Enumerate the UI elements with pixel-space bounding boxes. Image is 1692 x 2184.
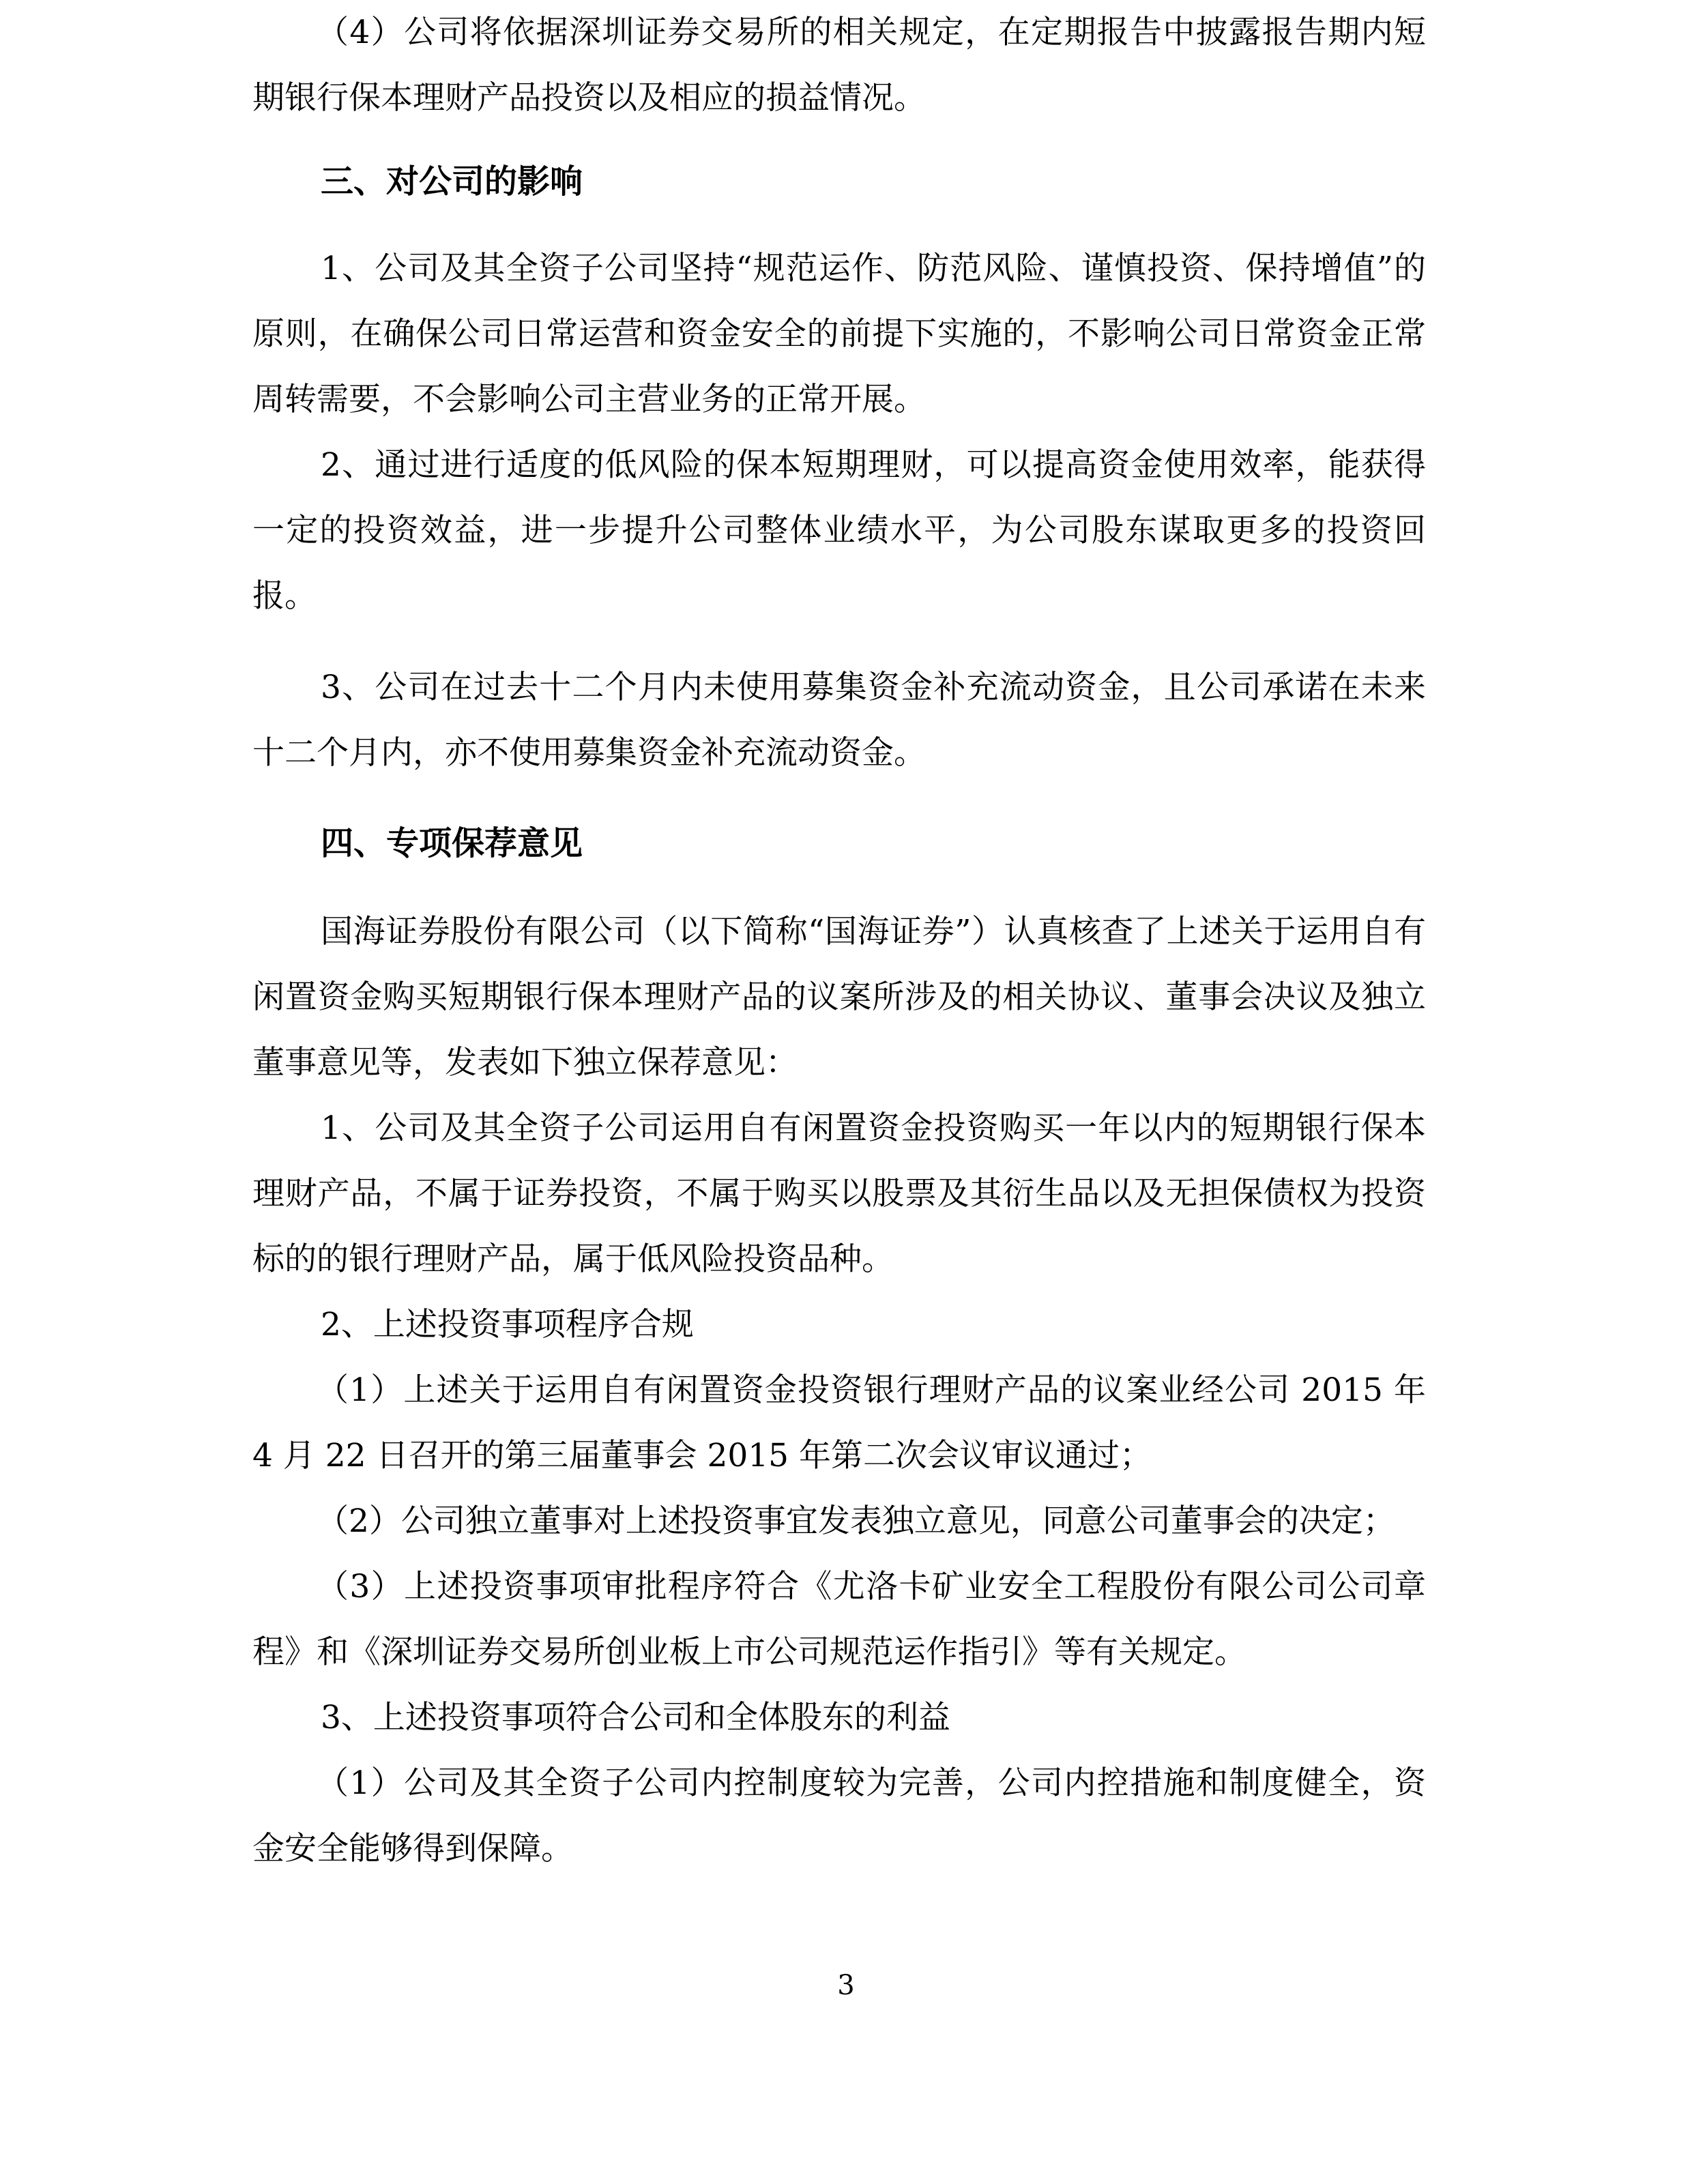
page-number: 3 — [837, 1970, 855, 2001]
paragraph-sponsor-point-3: 3、上述投资事项符合公司和全体股东的利益 — [321, 1699, 950, 1736]
paragraph-impact-1: 1、公司及其全资子公司坚持“规范运作、防范风险、谨慎投资、保持增值”的原则，在确保公司日常运营和资金安全的前提下实施的，不影响公司日常资金正常周转需要，不会影响公司主营业务的正常开展。 — [252, 250, 1426, 418]
paragraph-sponsor-point-2: 2、上述投资事项程序合规 — [321, 1306, 694, 1343]
section-3 — [252, 149, 1426, 214]
paragraph-impact-2: 2、通过进行适度的低风险的保本短期理财，可以提高资金使用效率，能获得一定的投资效益，进一步提升公司整体业绩水平，为公司股东谋取更多的投资回报。 — [252, 446, 1426, 615]
paragraph-sponsor-point-1: 1、公司及其全资子公司运用自有闲置资金投资购买一年以内的短期银行保本理财产品，不属于证券投资，不属于购买以股票及其衍生品以及无担保债权为投资标的的银行理财产品，属于低风险投资品种。 — [252, 1109, 1426, 1278]
section-4 — [252, 811, 1426, 876]
section-heading-sponsor-opinion: 四、专项保荐意见 — [321, 824, 583, 862]
paragraph-item-4: （4）公司将依据深圳证券交易所的相关规定，在定期报告中披露报告期内短期银行保本理财产品投资以及相应的损益情况。 — [252, 14, 1426, 117]
paragraph-sponsor-intro: 国海证券股份有限公司（以下简称“国海证券”）认真核查了上述关于运用自有闲置资金购买短期银行保本理财产品的议案所涉及的相关协议、董事会决议及独立董事意见等，发表如下独立保荐意见： — [252, 913, 1426, 1081]
document-body — [252, 0, 1426, 131]
section-3-body-cont — [252, 655, 1426, 786]
section-heading-impact: 三、对公司的影响 — [321, 162, 583, 201]
paragraph-impact-3: 3、公司在过去十二个月内未使用募集资金补充流动资金，且公司承诺在未来十二个月内，亦不使用募集资金补充流动资金。 — [252, 669, 1426, 772]
paragraph-sponsor-point-2-item-1: （1）上述关于运用自有闲置资金投资银行理财产品的议案业经公司 2015 年 4 月 22 日召开的第三届董事会 2015 年第二次会议审议通过； — [252, 1371, 1426, 1474]
section-3-body — [252, 236, 1426, 629]
paragraph-sponsor-point-2-item-2: （2）公司独立董事对上述投资事宜发表独立意见，同意公司董事会的决定； — [317, 1502, 1395, 1540]
section-4-body — [252, 899, 1426, 1882]
paragraph-sponsor-point-2-item-3: （3）上述投资事项审批程序符合《尤洛卡矿业安全工程股份有限公司公司章程》和《深圳证券交易所创业板上市公司规范运作指引》等有关规定。 — [252, 1568, 1426, 1671]
paragraph-sponsor-point-3-item-1: （1）公司及其全资子公司内控制度较为完善，公司内控措施和制度健全，资金安全能够得到保障。 — [252, 1764, 1426, 1867]
